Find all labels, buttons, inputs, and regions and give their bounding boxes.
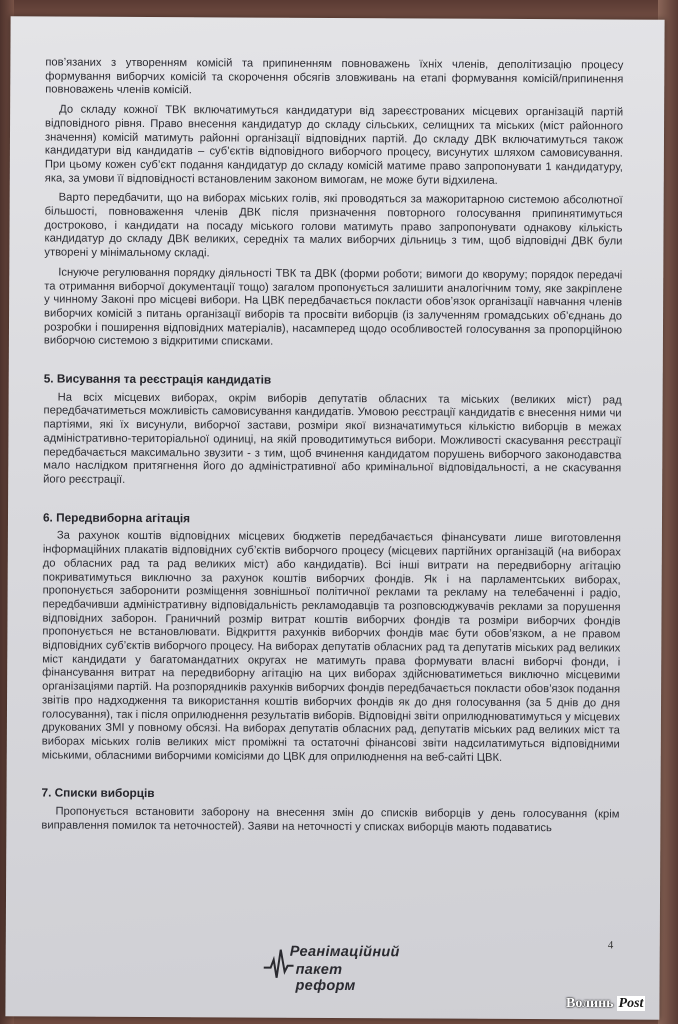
document-page (5, 16, 664, 1019)
section-heading-5: 5. Висування та реєстрація кандидатів (43, 371, 272, 387)
logo-text-line2: пакет реформ (295, 961, 356, 995)
document-body (41, 56, 623, 841)
site-watermark (566, 996, 645, 1016)
paragraph: До складу кожної ТВК включатимуться кандидатури від зареєстрованих місцевих організацій партій відповідного рівня. Право внесення кандидатур до складу сільських, селищних та міських (міст районного значення) комісій матимуть районні організації відповідних партій. До складу ДВК включатимуться також кандидатури від кандидатів – суб’єктів відповідного виборчого процесу, висунутих шляхом самовисування. При цьому кожен суб’єкт подання кандидатур до складу комісій матиме право запропонувати 1 кандидатуру, яка, за умови її відповідності встановленим законом вимогам, не може бути відхилена. (44, 103, 624, 187)
section-heading-6: 6. Передвиборна агітація (42, 510, 191, 525)
watermark-post-text: Post (618, 996, 644, 1011)
section-heading-7: 7. Списки виборців (41, 785, 155, 801)
reform-package-logo (264, 942, 400, 995)
paragraph: пов’язаних з утворенням комісій та припиненням повноважень їхніх членів, деполітизацію процесу формування виборчих комісій та скорочення обсягів зловживань на етапі формування комісій/припинення повноважень членів комісій. (45, 56, 624, 97)
paragraph: За рахунок коштів відповідних місцевих бюджетів передбачається фінансувати лише виготовлення інформаційних плакатів відповідних суб’єктів виборчого процесу (місцевих партійних організацій (на виборах до обласних рад та рад великих міст) або кандидатів). Всі інші витрати на передвиборну агітацію покриватимуться виключно за рахунок коштів виборчих фондів. Як і на парламентських виборах, пропонується заборонити розміщення зовнішньої політичної реклами та рекламу на телебаченні і радіо, передбачивши адміністративну відповідальність рекламодавців та розповсюджувачів реклами за порушення відповідних заборон. Граничний розмір витрат коштів виборчих фондів та розміри виборчих фондів пропонується не встановлювати. Відкриття рахунків виборчих фондів має бути обов’язком, а не правом відповідних суб’єктів виборчого процесу. На виборах депутатів обласних рад та депутатів міських рад великих міст кандидати у багатомандатних округах не матимуть права формувати власні виборчі фонди, і фінансування витрат на передвиборну агітацію на цих виборах здійснюватиметься виключно місцевими організаціями партій. На розпорядників рахунків виборчих фондів передбачається покласти обов’язок подання звітів про надходження та використання коштів виборчих фондів як до дня голосування (за 5 днів до дня голосування), так і після оприлюднення результатів виборів. Відповідні звіти оприлюднюватимуться у місцевих друкованих ЗМІ у повному обсязі. На виборах депутатів обласних рад, депутатів міських рад великих міст та виборах міських голів великих міст проміжні та остаточні фінансові звіти надсилатимуться відповідними міськими, обласними виборчими комісіями до ЦВК для оприлюднення на веб-сайті ЦВК. (41, 529, 621, 764)
page-number: 4 (607, 939, 614, 952)
watermark-text: Волинь (566, 996, 614, 1011)
paragraph: На всіх місцевих виборах, окрім виборів депутатів обласних та міських (великих міст) рад передбачатиметься можливість самовисування кандидатів. Умовою реєстрації кандидатів є внесення ними чи партіями, які їх висунули, виборчої застави, розміри якої визначатимуться кількістю виборців в межах адміністративно-територіальної одиниці, на якій проводитимуться вибори. Можливості скасування реєстрації передбачається максимально звузити - з тим, щоб вчинення кандидатом порушень виборчого законодавства мало наслідком притягнення його до адміністративної або кримінальної відповідальності, а не скасування його реєстрації. (43, 391, 622, 486)
logo-text-line1: Реанімаційний (289, 943, 400, 961)
paragraph: Пропонується встановити заборону на внесення змін до списків виборців у день голосування (крім виправлення помилок та неточностей). Заяви на неточності у списках виборців мають подаватись (41, 805, 620, 834)
paragraph: Варто передбачити, що на виборах міських голів, які проводяться за мажоритарною системою абсолютної більшості, повноваження членів ДВК після призначення повторного голосування припинятимуться достроково, і кандидати на посаду міського голови матимуть право запропонувати однакову кількість кандидатур до складу ДВК великих, середніх та малих виборчих дільниць з тим, щоб відповідні ДВК були утворені у мінімальному складі. (44, 191, 623, 260)
paragraph: Існуюче регулювання порядку діяльності ТВК та ДВК (форми роботи; вимоги до кворуму; порядок передачі та отримання виборчої документації тощо) загалом пропонується залишити аналогічним тому, яке закріплене у чинному Законі про місцеві вибори. На ЦВК передбачається покласти обов’язок організації навчання членів виборчих комісій з питань організації виборів та просвіти виборців (із залученням громадських об’єднань до розробки і поширення відповідних матеріалів), насамперед щодо особливостей голосування за пропорційною виборчою системою з відкритими списками. (43, 266, 623, 349)
